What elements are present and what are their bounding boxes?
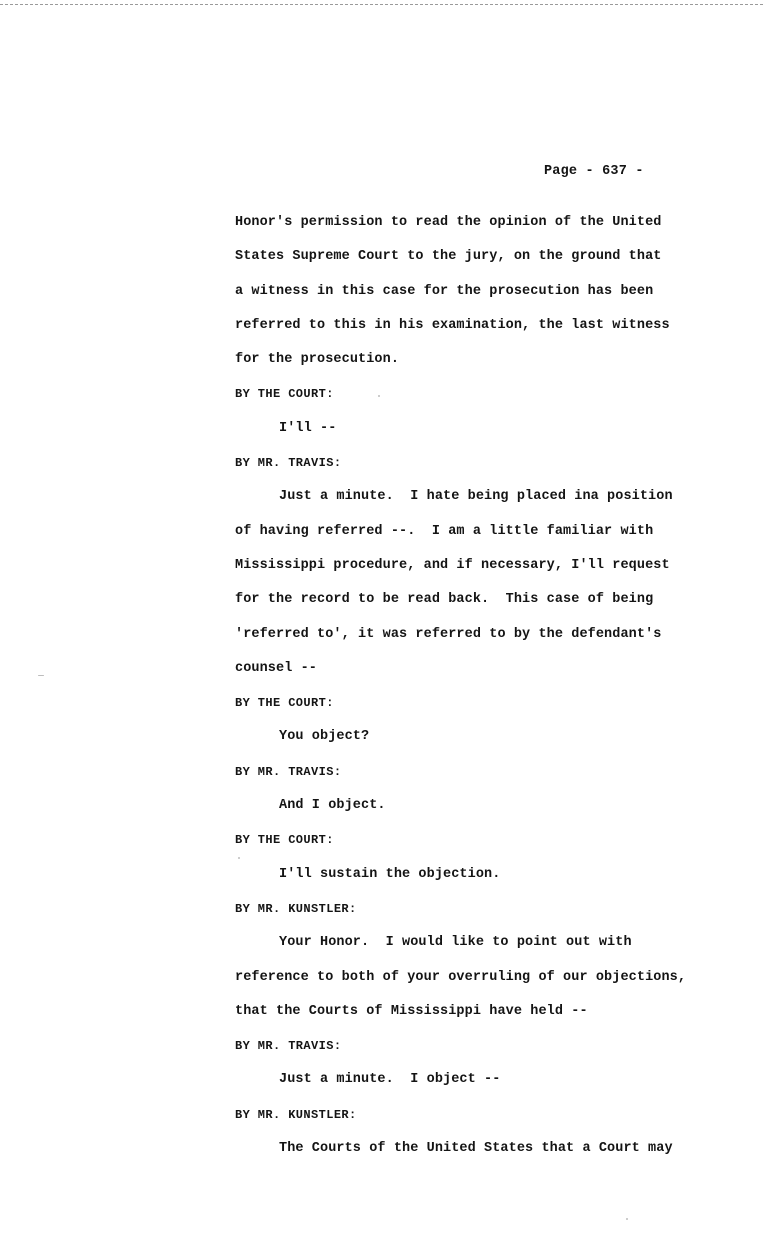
transcript-line: And I object.	[279, 798, 386, 814]
transcript-line: The Courts of the United States that a Court may	[279, 1141, 673, 1157]
speaker-label: BY MR. TRAVIS:	[235, 456, 342, 471]
transcript-line: Just a minute. I hate being placed ina position	[279, 489, 673, 505]
transcript-line: that the Courts of Mississippi have held --	[235, 1003, 588, 1019]
transcript-line: referred to this in his examination, the last witness	[235, 317, 670, 333]
scan-speck	[378, 395, 380, 397]
transcript-body	[235, 214, 755, 1174]
transcript-line: 'referred to', it was referred to by the defendant's	[235, 626, 662, 642]
transcript-line: reference to both of your overruling of our objections,	[235, 969, 687, 985]
transcript-line: of having referred --. I am a little familiar with	[235, 523, 654, 539]
transcript-line: Mississippi procedure, and if necessary, I'll request	[235, 557, 670, 573]
page-number: Page - 637 -	[544, 164, 644, 179]
transcript-line: counsel --	[235, 660, 318, 676]
speaker-label: BY THE COURT:	[235, 387, 334, 402]
transcript-line: Your Honor. I would like to point out with	[279, 935, 632, 951]
speaker-label: BY MR. TRAVIS:	[235, 1039, 342, 1054]
transcript-line: Just a minute. I object --	[279, 1072, 501, 1088]
transcript-line: I'll --	[279, 420, 337, 436]
transcript-line: for the prosecution.	[235, 352, 400, 368]
transcript-line: States Supreme Court to the jury, on the ground that	[235, 249, 662, 265]
scan-speck	[238, 857, 240, 859]
transcript-line: You object?	[279, 729, 370, 745]
transcript-line: I'll sustain the objection.	[279, 866, 501, 882]
scan-speck	[38, 675, 44, 676]
transcript-line: for the record to be read back. This case of being	[235, 592, 654, 608]
speaker-label: BY THE COURT:	[235, 696, 334, 711]
scan-top-edge	[0, 0, 763, 5]
speaker-label: BY MR. TRAVIS:	[235, 764, 342, 779]
speaker-label: BY MR. KUNSTLER:	[235, 1107, 357, 1122]
speaker-label: BY THE COURT:	[235, 833, 334, 848]
transcript-line: a witness in this case for the prosecution has been	[235, 283, 654, 299]
transcript-line: Honor's permission to read the opinion of the United	[235, 215, 662, 230]
scan-speck	[626, 1218, 628, 1220]
speaker-label: BY MR. KUNSTLER:	[235, 901, 357, 916]
